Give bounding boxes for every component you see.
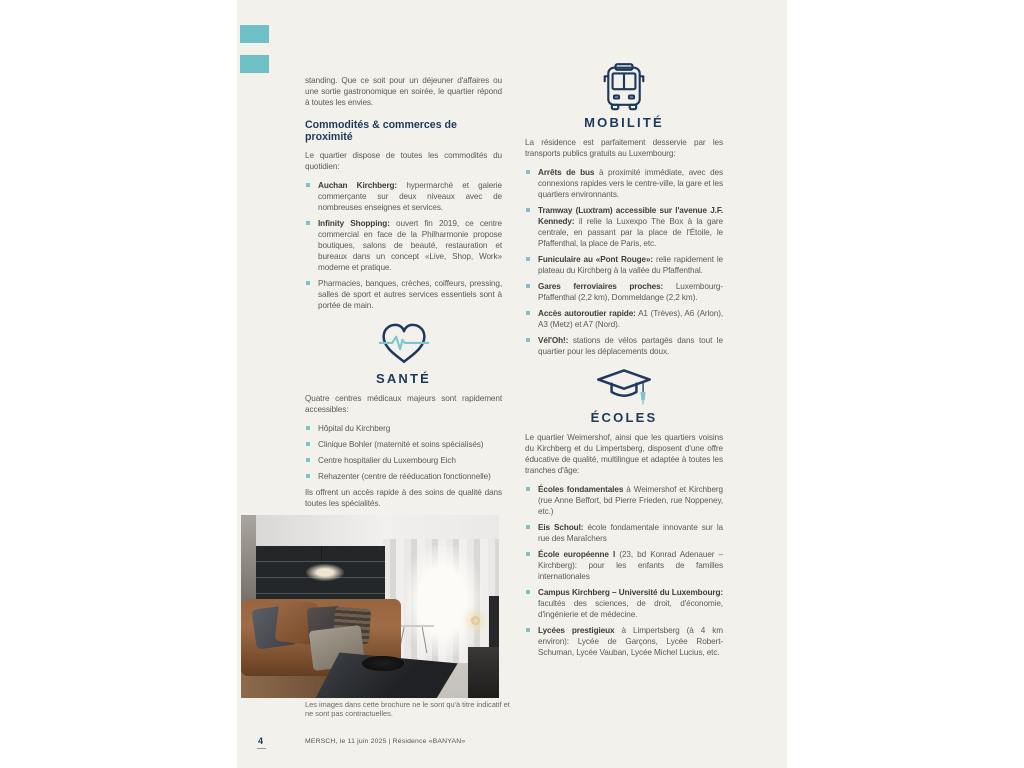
sante-intro: Quatre centres médicaux majeurs sont rapidement accessibles: — [305, 394, 502, 414]
list-item-text: Centre hospitalier du Luxembourg Eich — [318, 456, 456, 465]
ecoles-intro: Le quartier Weimershof, ainsi que les quartiers voisins du Kirchberg et du Limpertsberg, disposent d'une offre éducative de qualité, multilingue et adaptée à toutes les tranches d'âge: — [525, 433, 723, 475]
heart-pulse-icon — [378, 321, 430, 368]
commodites-intro: Le quartier dispose de toutes les commodités du quotidien: — [305, 151, 502, 171]
list-item-text: ouvert fin 2019, ce centre commercial en face de la Philharmonie propose boutiques, salons de beauté, restauration et bureaux dans un concept «Live, Shop, Work» moderne et pratique. — [318, 219, 502, 272]
mobilite-list — [525, 167, 723, 357]
left-column — [305, 75, 502, 515]
bus-icon — [601, 62, 647, 112]
list-item-lead: Gares ferroviaires proches: — [538, 282, 664, 291]
photo-caption: Les images dans cette brochure ne le sont qu'à titre indicatif et ne sont pas contractuelles. — [305, 700, 510, 719]
list-item-text: Pharmacies, banques, crèches, coiffeurs, pressing, salles de sport et autres services essentiels sont à portée de main. — [318, 279, 502, 310]
list-item — [525, 625, 723, 658]
ecoles-section-header — [525, 367, 723, 423]
mobilite-heading: MOBILITÉ — [584, 115, 664, 130]
list-item-lead: Eis Schoul: — [538, 523, 584, 532]
list-item-text: à Limpertsberg (à 4 km environ): Lycée de Garçons, Lycée Robert-Schuman, Lycée Vauban, Lycée Michel Lucius, etc. — [538, 626, 723, 657]
list-item-lead: Accès autoroutier rapide: — [538, 309, 636, 318]
bullet-square-icon — [306, 221, 310, 225]
ecoles-heading: ÉCOLES — [590, 410, 658, 425]
mobilite-section-header — [525, 62, 723, 128]
page-number: 4 — [258, 736, 264, 746]
list-item-text: A1 (Trèves), A6 (Arlon), A3 (Metz) et A7 (Nord). — [538, 309, 723, 329]
list-item-text: stations de vélos partagés dans tout le quartier pour les déplacements doux. — [538, 336, 723, 356]
list-item-lead: Vél'Oh!: — [538, 336, 569, 345]
bullet-square-icon — [526, 338, 530, 342]
list-item-text: à proximité immédiate, avec des connexions rapides vers le centre-ville, la gare et les quartiers environnants. — [538, 168, 723, 199]
list-item — [305, 278, 502, 311]
list-item-lead: Tramway (Luxtram) accessible sur l'avenue J.F. Kennedy: — [538, 206, 723, 226]
bullet-square-icon — [526, 170, 530, 174]
bullet-square-icon — [306, 183, 310, 187]
bullet-square-icon — [526, 311, 530, 315]
list-item-text: Clinique Bohler (maternité et soins spécialisés) — [318, 440, 484, 449]
intro-continuation-paragraph: standing. Que ce soit pour un déjeuner d'affaires ou une sortie gastronomique en soirée, le quartier répond à toutes les envies. — [305, 76, 502, 107]
list-item — [305, 218, 502, 273]
bullet-square-icon — [306, 281, 310, 285]
bullet-square-icon — [306, 442, 310, 446]
bullet-square-icon — [526, 208, 530, 212]
sante-outro: Ils offrent un accès rapide à des soins de qualité dans toutes les spécialités. — [305, 488, 502, 508]
photo-sideboard — [468, 647, 499, 698]
bullet-square-icon — [526, 257, 530, 261]
list-item-text: Rehazenter (centre de rééducation fonctionnelle) — [318, 472, 491, 481]
list-item-lead: Auchan Kirchberg: — [318, 181, 398, 190]
list-item — [525, 549, 723, 582]
bullet-square-icon — [306, 474, 310, 478]
list-item-lead: Écoles fondamentales — [538, 485, 624, 494]
list-item-lead: Arrêts de bus — [538, 168, 595, 177]
list-item — [525, 281, 723, 303]
list-item-lead: Funiculaire au «Pont Rouge»: — [538, 255, 654, 264]
bullet-square-icon — [526, 590, 530, 594]
list-item — [525, 205, 723, 249]
ecoles-list — [525, 484, 723, 658]
photo-table-lamp — [471, 616, 480, 625]
list-item-text: Hôpital du Kirchberg — [318, 424, 391, 433]
list-item-text: (23, bd Konrad Adenauer – Kirchberg): pour les enfants de familles internationales — [538, 550, 723, 581]
bullet-square-icon — [526, 628, 530, 632]
list-item-text: hypermarché et galerie commerçante sur deux niveaux avec de nombreuses enseignes et services. — [318, 181, 502, 212]
list-item-text: à Weimershof et Kirchberg (rue Anne Beffort, bd Pierre Frieden, rue Noppeney, etc.) — [538, 485, 724, 516]
sante-section-header — [305, 321, 502, 384]
photo-pendant-lamp — [321, 546, 322, 561]
bullet-square-icon — [306, 458, 310, 462]
list-item-lead: Infinity Shopping: — [318, 219, 390, 228]
list-item — [305, 471, 502, 482]
list-item-text: Luxembourg-Pfaffenthal (2,2 km), Dommeldange (2,2 km). — [538, 282, 723, 302]
list-item — [305, 439, 502, 450]
photo-pendant-glow — [306, 564, 345, 580]
bullet-square-icon — [526, 552, 530, 556]
footer-text: MERSCH, le 11 juin 2025 | Résidence «BANYAN» — [305, 738, 466, 745]
photo-bowl — [362, 656, 403, 671]
list-item-text: facultés des sciences, de droit, d'économie, d'ingénierie et de médecine. — [538, 599, 723, 619]
sante-list — [305, 423, 502, 482]
teal-decor-square — [240, 55, 269, 73]
interior-photo — [241, 515, 499, 698]
list-item — [525, 308, 723, 330]
bullet-square-icon — [526, 284, 530, 288]
list-item — [525, 335, 723, 357]
list-item-text: relie rapidement le plateau du Kirchberg à la vallée du Pfaffenthal. — [538, 255, 723, 275]
page-number-rule — [257, 748, 266, 749]
sante-heading: SANTÉ — [375, 371, 432, 386]
photo-side-table — [396, 625, 435, 627]
commodites-list — [305, 180, 502, 311]
list-item — [305, 180, 502, 213]
list-item — [525, 167, 723, 200]
list-item-text: école fondamentale innovante sur la rue des Maraîchers — [538, 523, 724, 543]
list-item-lead: Campus Kirchberg – Université du Luxembourg: — [538, 588, 723, 597]
photo-sunlight — [404, 546, 481, 656]
list-item — [525, 587, 723, 620]
graduation-cap-icon — [595, 367, 653, 407]
list-item-text: il relie la Luxexpo The Box à la gare centrale, en passant par la place de l'Étoile, le Pfaffenthal, la place de Paris, etc. — [538, 217, 723, 248]
list-item-lead: École européenne I — [538, 550, 616, 559]
list-item — [525, 254, 723, 276]
list-item — [305, 455, 502, 466]
list-item — [305, 423, 502, 434]
bullet-square-icon — [526, 525, 530, 529]
bullet-square-icon — [526, 487, 530, 491]
bullet-square-icon — [306, 426, 310, 430]
list-item — [525, 522, 723, 544]
right-column — [525, 62, 723, 663]
mobilite-intro: La résidence est parfaitement desservie par les transports publics gratuits au Luxembourg: — [525, 138, 723, 158]
teal-decor-square — [240, 25, 269, 43]
list-item-lead: Lycées prestigieux — [538, 626, 615, 635]
list-item — [525, 484, 723, 517]
brochure-page — [237, 0, 787, 768]
commodites-heading: Commodités & commerces de proximité — [305, 119, 457, 143]
